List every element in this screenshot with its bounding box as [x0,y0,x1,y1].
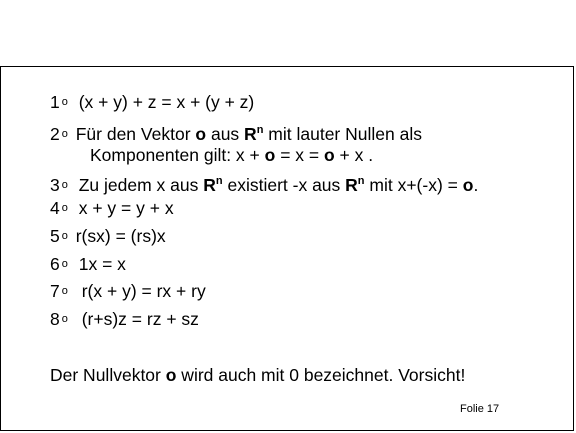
axiom-4-expression: x + y = y + x [78,198,174,218]
axiom-7-expression: r(x + y) = rx + ry [81,281,206,301]
zero-vector-symbol: o [264,145,276,165]
dimension-superscript: n [256,124,264,136]
zero-vector-symbol: o [165,365,177,385]
ordinal-marker: o [61,230,68,242]
axiom-1-number: 1 [50,92,60,112]
axiom-6-number: 6 [50,254,60,274]
axiom-4-number: 4 [50,198,60,218]
axiom-2-text: mit lauter Nullen als [263,124,422,144]
real-space-symbol: R [244,124,257,144]
axiom-2 [50,120,422,144]
axiom-2-text: = x = [275,145,324,165]
axiom-3-text: . [473,175,479,195]
zero-vector-symbol: o [195,124,207,144]
zero-vector-symbol: o [462,175,474,195]
slide [0,66,574,431]
axiom-2-number: 2 [50,124,60,144]
axiom-3-text: Zu jedem x aus [78,175,204,195]
dimension-superscript: n [357,175,365,187]
axiom-2-text: Für den Vektor [75,124,196,144]
axiom-5 [50,226,166,246]
zero-vector-symbol: o [323,145,335,165]
axiom-3-number: 3 [50,175,60,195]
axiom-3-text: existiert -x aus [222,175,346,195]
axiom-5-number: 5 [50,226,60,246]
axiom-3 [50,171,478,195]
axiom-6-expression: 1x = x [78,254,126,274]
axiom-2-text: Komponenten gilt: x + [90,145,265,165]
ordinal-marker: o [61,285,68,297]
axiom-2-text: aus [206,124,245,144]
axiom-8-number: 8 [50,309,60,329]
ordinal-marker: o [61,202,68,214]
ordinal-marker: o [61,258,68,270]
axiom-4 [50,198,174,218]
axiom-7-number: 7 [50,281,60,301]
axiom-8 [50,309,199,329]
axiom-3-text: mit x+(-x) = [364,175,463,195]
note-text: Der Nullvektor [50,365,166,385]
axiom-1-expression: (x + y) + z = x + (y + z) [78,92,255,112]
axiom-1 [50,92,254,112]
dimension-superscript: n [215,175,223,187]
axiom-2-text: + x . [334,145,374,165]
slide-number: Folie 17 [460,403,500,415]
axiom-7 [50,281,206,301]
real-space-symbol: R [203,175,216,195]
ordinal-marker: o [61,179,68,191]
ordinal-marker: o [61,96,68,108]
real-space-symbol: R [345,175,358,195]
axiom-6 [50,254,126,274]
ordinal-marker: o [61,128,68,140]
axiom-5-expression: r(sx) = (rs)x [75,226,166,246]
axiom-2-continuation [90,145,373,165]
note-text: wird auch mit 0 bezeichnet. Vorsicht! [176,365,466,385]
axiom-8-expression: (r+s)z = rz + sz [81,309,199,329]
nullvector-note [50,365,465,385]
ordinal-marker: o [61,313,68,325]
